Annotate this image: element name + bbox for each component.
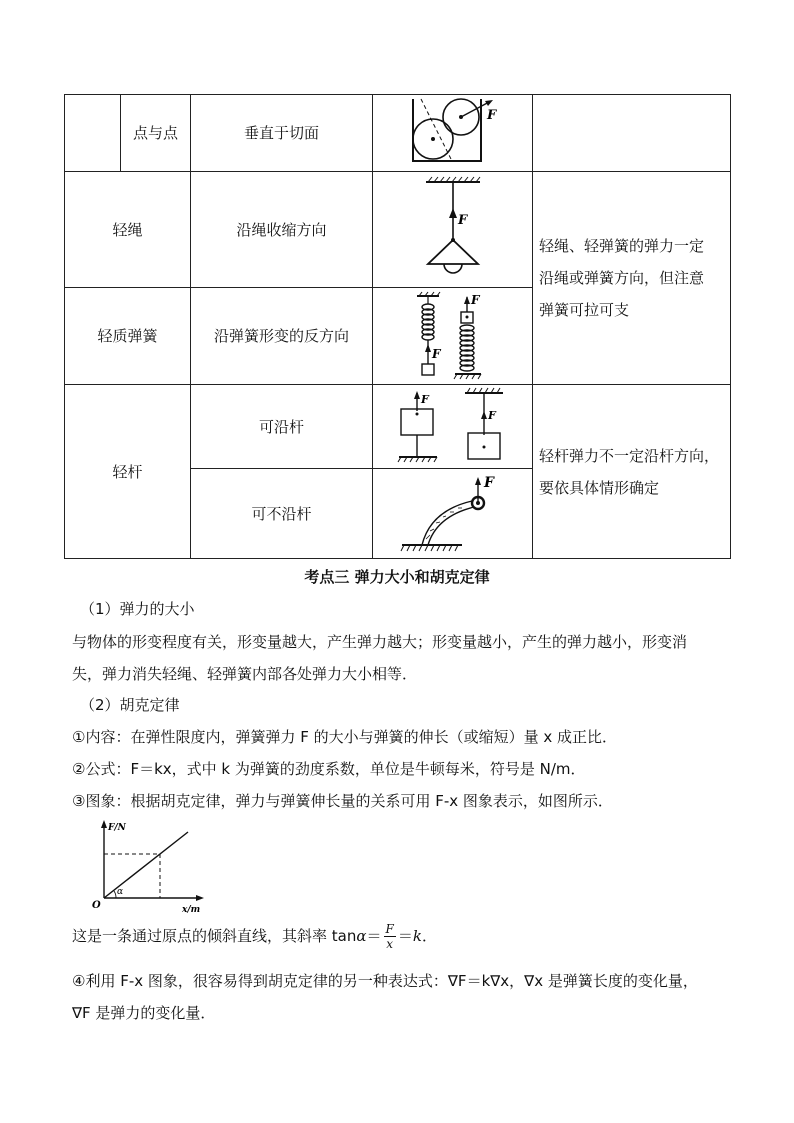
list-item: ②公式：F＝kx，式中 k 为弹簧的劲度系数，单位是牛顿每米，符号是 N/m． <box>72 760 586 778</box>
springs-icon <box>403 292 503 380</box>
figure-cell <box>373 172 533 288</box>
paragraph-text: 失，弹力消失轻绳、轻弹簧内部各处弹力大小相等． <box>72 665 418 683</box>
direction-cell: 垂直于切面 <box>191 95 373 172</box>
note-cell-blank <box>533 95 731 172</box>
contact-type-cell: 点与点 <box>121 95 191 172</box>
figure-cell <box>373 469 533 559</box>
direction-cell: 沿绳收缩方向 <box>191 172 373 288</box>
force-direction-table <box>64 94 731 559</box>
bent-rod-ball-icon <box>398 473 508 555</box>
paragraph-title: （1）弹力的大小 <box>80 600 195 618</box>
list-item: ④利用 F-x 图象，很容易得到胡克定律的另一种表达式：∇F＝k∇x，∇x 是弹簧长度的变化量， <box>72 972 698 990</box>
f-x-graph <box>88 818 212 914</box>
force-label: F <box>486 108 496 123</box>
force-label: F <box>487 408 496 422</box>
paragraph-title: （2）胡克定律 <box>80 696 180 714</box>
contact-type-cell: 轻杆 <box>65 385 191 559</box>
table-row <box>65 385 731 469</box>
note-line: 沿绳或弹簧方向，但注意 <box>539 269 705 287</box>
paragraph-text: 与物体的形变程度有关，形变量越大，产生弹力越大；形变量越小，产生的弹力越小，形变消 <box>72 633 688 651</box>
force-label: F <box>420 392 429 406</box>
direction-cell: 可沿杆 <box>191 385 373 469</box>
list-item: ③图象：根据胡克定律，弹力与弹簧伸长量的关系可用 F-x 图象表示，如图所示． <box>72 792 613 810</box>
two-circles-icon <box>411 97 495 169</box>
note-cell <box>533 385 731 559</box>
slope-k: k <box>412 927 422 945</box>
figure-cell <box>373 95 533 172</box>
figure-cell <box>373 385 533 469</box>
origin-label: O <box>92 900 101 911</box>
x-axis-label: x/m <box>182 905 201 915</box>
slope-alpha: α <box>356 927 367 945</box>
slope-equals: ＝ <box>397 927 413 945</box>
slope-text: 这是一条通过原点的倾斜直线，其斜率 tan <box>72 927 357 945</box>
slope-end: ． <box>421 927 437 945</box>
table-cell-blank <box>65 95 121 172</box>
note-line: 轻杆弹力不一定沿杆方向， <box>539 446 720 465</box>
force-label: F <box>431 347 441 361</box>
slope-equals: ＝ <box>366 927 382 945</box>
note-line: 弹簧可拉可支 <box>539 301 630 319</box>
contact-type-cell: 轻绳 <box>65 172 191 288</box>
force-label: F <box>457 212 467 228</box>
table-row <box>65 172 731 288</box>
note-line: 轻绳、轻弹簧的弹力一定 <box>539 237 705 255</box>
angle-label: α <box>117 887 124 897</box>
y-axis-label: F/N <box>108 823 126 833</box>
note-cell <box>533 172 731 385</box>
fraction-numerator: F <box>385 922 394 936</box>
lamp-on-rope-icon <box>418 176 488 284</box>
figure-cell <box>373 288 533 385</box>
force-label: F <box>483 474 494 491</box>
note-line: 要依具体情形确定 <box>539 478 660 497</box>
force-label: F <box>470 293 480 307</box>
slope-fraction <box>384 922 396 951</box>
section-title: 考点三 弹力大小和胡克定律 <box>304 568 490 586</box>
contact-type-cell: 轻质弹簧 <box>65 288 191 385</box>
table-row <box>65 95 731 172</box>
list-item: ∇F 是弹力的变化量． <box>72 1004 216 1022</box>
list-item: ①内容：在弹性限度内，弹簧弹力 F 的大小与弹簧的伸长（或缩短）量 x 成正比． <box>72 728 618 746</box>
direction-cell: 可不沿杆 <box>191 469 373 559</box>
direction-cell: 沿弹簧形变的反方向 <box>191 288 373 385</box>
slope-line <box>72 922 437 951</box>
fraction-denominator: x <box>386 937 394 951</box>
rods-blocks-icon <box>393 387 513 467</box>
